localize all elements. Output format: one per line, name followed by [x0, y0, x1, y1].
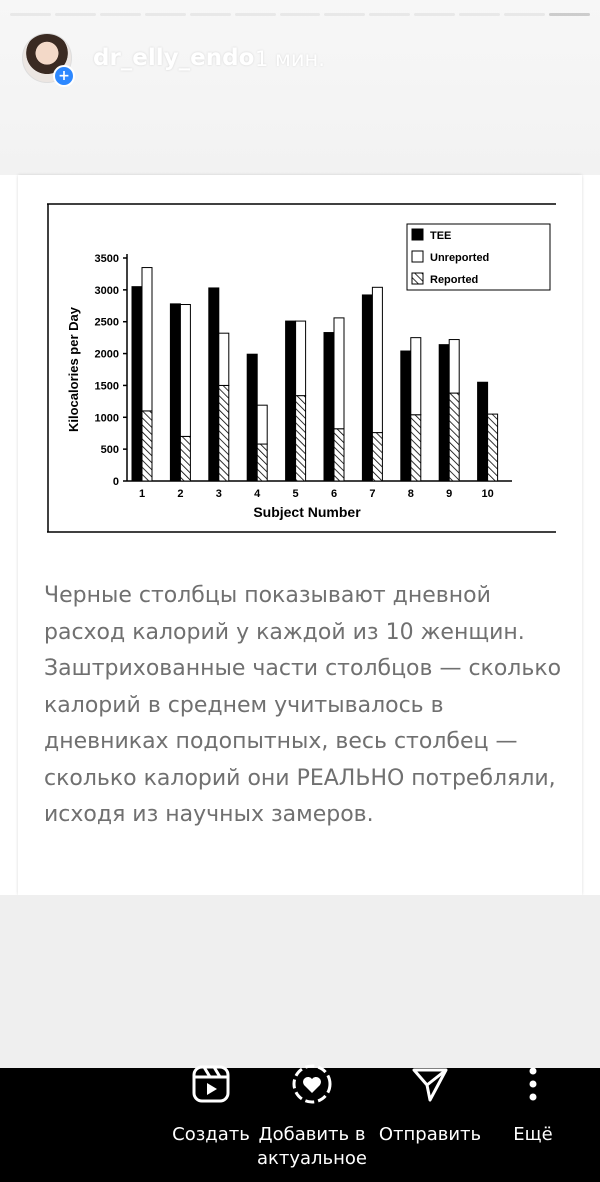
bar-reported: [180, 436, 190, 481]
progress-segment: [145, 13, 186, 16]
x-tick-label: 8: [407, 488, 414, 500]
y-tick-label: 0: [112, 476, 119, 488]
y-tick-label: 1500: [94, 380, 119, 393]
reels-icon: [192, 1065, 230, 1103]
x-tick-label: 5: [292, 488, 299, 500]
more-label: Ещё: [513, 1124, 553, 1145]
bar-tee: [170, 304, 180, 481]
x-tick-label: 10: [481, 488, 494, 500]
legend-label: Reported: [430, 274, 479, 286]
add-to-highlights-label: Добавить в актуальное: [256, 1124, 368, 1169]
bar-reported: [296, 396, 306, 481]
y-tick-label: 2500: [94, 316, 119, 329]
progress-segment: [369, 13, 410, 16]
bar-tee: [132, 287, 142, 481]
legend-label: Unreported: [430, 252, 490, 264]
x-tick-label: 2: [177, 488, 184, 500]
story-progress-bar: [10, 13, 590, 16]
bar-reported: [257, 444, 267, 481]
legend-label: TEE: [430, 230, 452, 242]
bar-tee: [247, 354, 257, 481]
y-tick-label: 3500: [94, 253, 119, 265]
x-tick-label: 4: [254, 488, 261, 500]
username[interactable]: dr_elly_endo: [93, 45, 255, 71]
y-tick-label: 500: [100, 444, 119, 457]
progress-segment: [10, 13, 51, 16]
legend-tee-swatch: [412, 229, 423, 240]
caption-text: Черные столбцы показывают дневной расход калорий у каждой из 10 женщин. Заштрихованные части столбцов — сколько калорий в среднем учитывалось в дневниках подопытных, весь столбец — сколько калорий они РЕАЛЬНО потребляли, исходя из научных замеров.: [44, 583, 562, 827]
add-story-plus-icon[interactable]: +: [53, 65, 75, 87]
bar-reported: [449, 393, 459, 481]
y-tick-label: 3000: [94, 284, 119, 297]
more-button[interactable]: [505, 1063, 561, 1147]
bar-tee: [362, 295, 372, 481]
bar-unreported: [180, 305, 190, 437]
x-tick-label: 3: [215, 488, 222, 500]
progress-segment: [414, 13, 455, 16]
x-axis-label: Subject Number: [253, 504, 361, 520]
bar-unreported: [449, 340, 459, 394]
send-icon: [410, 1064, 450, 1104]
story-lower-background: [0, 895, 600, 1068]
send-button[interactable]: [378, 1063, 482, 1147]
progress-segment: [55, 13, 96, 16]
y-axis-label: Kilocalories per Day: [66, 307, 81, 432]
progress-segment: [100, 13, 141, 16]
bar-unreported: [142, 268, 152, 411]
bar-reported: [372, 433, 382, 481]
bar-unreported: [257, 405, 267, 444]
chart: [47, 203, 556, 533]
bar-unreported: [372, 287, 382, 432]
legend-unreported-swatch: [412, 251, 423, 262]
progress-segment: [504, 13, 545, 16]
bar-unreported: [334, 318, 344, 429]
x-tick-label: 1: [138, 488, 146, 500]
bar-tee: [401, 351, 411, 481]
bar-tee: [324, 333, 334, 481]
progress-segment: [324, 13, 365, 16]
legend-reported-swatch: [412, 273, 423, 284]
bar-tee: [478, 382, 488, 481]
bar-tee: [286, 321, 296, 481]
bar-tee: [209, 288, 219, 481]
y-tick-label: 1000: [94, 412, 119, 425]
progress-segment: [190, 13, 231, 16]
progress-segment: [280, 13, 321, 16]
story-header-area: [0, 0, 600, 175]
bar-unreported: [219, 333, 229, 385]
highlight-heart-icon: [291, 1063, 333, 1105]
post-time: 1 мин.: [255, 47, 325, 71]
bar-unreported: [411, 338, 421, 415]
x-tick-label: 9: [446, 488, 453, 500]
add-to-highlights-button[interactable]: [256, 1063, 368, 1171]
bar-reported: [411, 415, 421, 481]
create-label: Создать: [172, 1124, 250, 1145]
bar-reported: [488, 414, 498, 481]
more-icon: [528, 1066, 538, 1102]
x-tick-label: 6: [330, 488, 338, 500]
send-label: Отправить: [378, 1124, 482, 1145]
bar-reported: [219, 385, 229, 481]
bar-reported: [334, 429, 344, 481]
progress-segment: [549, 13, 590, 16]
create-button[interactable]: [168, 1063, 254, 1147]
progress-segment: [459, 13, 500, 16]
chart-svg: [47, 203, 556, 533]
y-tick-label: 2000: [94, 348, 119, 361]
bar-tee: [439, 345, 449, 481]
progress-segment: [235, 13, 276, 16]
x-tick-label: 7: [369, 488, 376, 500]
bar-reported: [142, 411, 152, 481]
bar-unreported: [296, 321, 306, 396]
